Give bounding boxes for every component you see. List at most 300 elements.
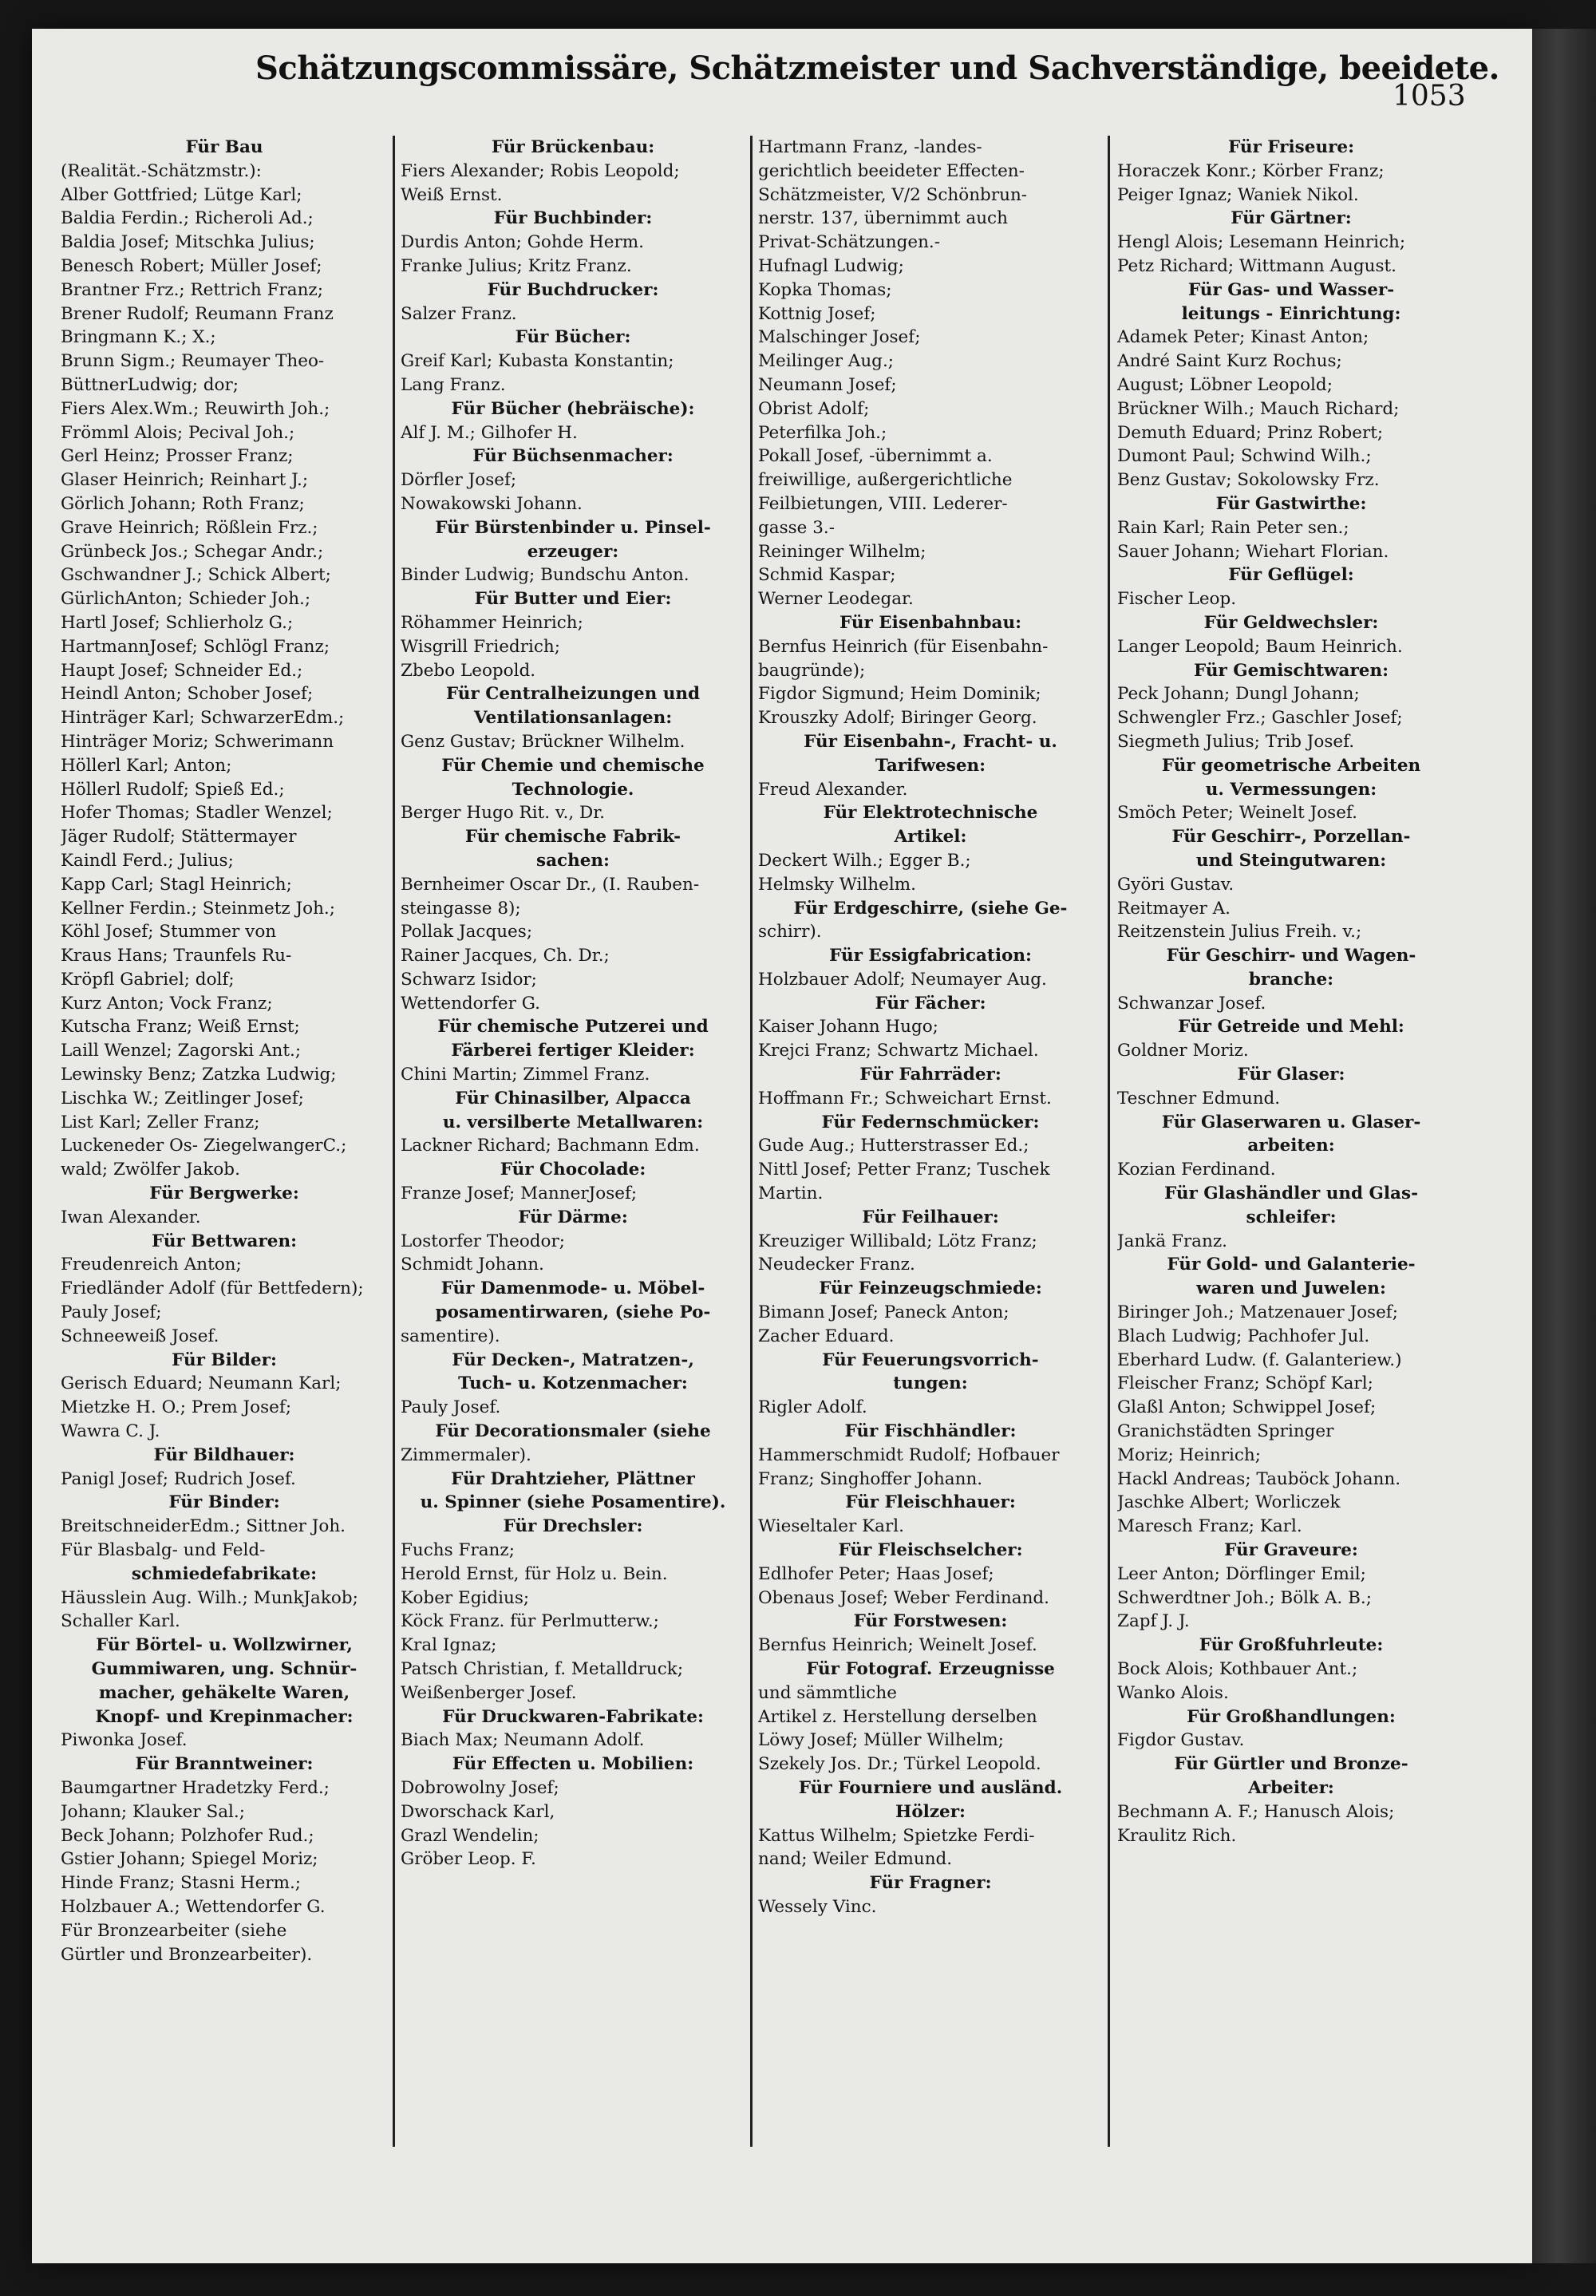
category-heading: Für Decken-, Matratzen-,	[452, 1350, 694, 1370]
entry-line: Zacher Eduard.	[758, 1326, 895, 1346]
category-heading: Für Buchbinder:	[493, 208, 653, 229]
column-3	[758, 136, 1103, 2147]
entry-line: Deckert Wilh.; Egger B.;	[758, 850, 971, 871]
entry-line: Lewinsky Benz; Zatzka Ludwig;	[61, 1065, 337, 1085]
entry-line: BüttnerLudwig; dor;	[61, 374, 239, 395]
category-heading: waren und Juwelen:	[1196, 1278, 1386, 1299]
entry-line: Fleischer Franz; Schöpf Karl;	[1117, 1373, 1373, 1394]
entry-line: baugründe);	[758, 660, 866, 681]
entry-line: Pauly Josef;	[61, 1302, 162, 1323]
entry-line: Lischka W.; Zeitlinger Josef;	[61, 1088, 304, 1108]
entry-line: Pokall Josef, -übernimmt a.	[758, 446, 993, 467]
entry-line: Nittl Josef; Petter Franz; Tuschek	[758, 1160, 1050, 1180]
entry-line: Hartl Josef; Schlierholz G.;	[61, 612, 294, 633]
category-heading: Für Chocolade:	[500, 1160, 646, 1180]
entry-line: Lackner Richard; Bachmann Edm.	[401, 1136, 700, 1156]
entry-line: Kozian Ferdinand.	[1117, 1160, 1276, 1180]
entry-line: Rigler Adolf.	[758, 1397, 867, 1418]
entry-line: Figdor Gustav.	[1117, 1730, 1245, 1751]
category-heading: Für Fleischselcher:	[838, 1540, 1023, 1561]
entry-line: Laill Wenzel; Zagorski Ant.;	[61, 1041, 302, 1061]
category-heading: Für Essigfabrication:	[829, 946, 1032, 966]
entry-line: Kröpfl Gabriel; dolf;	[61, 969, 235, 990]
entry-line: Dworschack Karl,	[401, 1801, 555, 1822]
entry-line: Iwan Alexander.	[61, 1207, 201, 1227]
entry-line: Brückner Wilh.; Mauch Richard;	[1117, 398, 1400, 419]
category-heading: arbeiten:	[1247, 1136, 1335, 1156]
entry-line: Krejci Franz; Schwartz Michael.	[758, 1041, 1039, 1061]
entry-line: Nowakowski Johann.	[401, 493, 583, 514]
entry-line: Peiger Ignaz; Waniek Nikol.	[1117, 184, 1359, 205]
entry-line: GürlichAnton; Schieder Joh.;	[61, 589, 311, 610]
entry-line: Kraus Hans; Traunfels Ru-	[61, 946, 292, 966]
category-heading: Für Eisenbahnbau:	[839, 612, 1022, 633]
entry-line: Meilinger Aug.;	[758, 351, 895, 372]
column-1	[61, 136, 388, 2147]
category-heading: Für Geschirr- und Wagen-	[1166, 946, 1416, 966]
entry-line: Weiß Ernst.	[401, 184, 503, 205]
entry-line: Lang Franz.	[401, 374, 506, 395]
entry-line: Haupt Josef; Schneider Ed.;	[61, 660, 303, 681]
entry-line: Schmidt Johann.	[401, 1255, 544, 1275]
entry-line: Holzbauer Adolf; Neumayer Aug.	[758, 969, 1047, 990]
entry-line: Peterfilka Joh.;	[758, 422, 887, 443]
column-divider	[1108, 136, 1110, 2147]
entry-line: Pollak Jacques;	[401, 922, 533, 943]
entry-line: Freud Alexander.	[758, 779, 908, 800]
entry-line: Kopka Thomas;	[758, 279, 892, 300]
entry-line: Für Bronzearbeiter (siehe	[61, 1920, 287, 1941]
column-2	[401, 136, 745, 2147]
category-heading: u. Vermessungen:	[1205, 779, 1377, 800]
category-heading: Technologie.	[512, 779, 634, 800]
category-heading: Für Feilhauer:	[862, 1207, 999, 1227]
entry-line: Baumgartner Hradetzky Ferd.;	[61, 1777, 330, 1798]
entry-line: steingasse 8);	[401, 898, 521, 919]
entry-line: Köck Franz. für Perlmutterw.;	[401, 1611, 659, 1632]
entry-line: Für Blasbalg- und Feld-	[61, 1540, 266, 1561]
entry-line: Schätzmeister, V/2 Schönbrun-	[758, 184, 1028, 205]
category-heading: Gummiwaren, ung. Schnür-	[91, 1659, 358, 1679]
category-heading: Für Bilder:	[172, 1350, 277, 1370]
entry-line: Glaser Heinrich; Reinhart J.;	[61, 470, 309, 491]
entry-line: nerstr. 137, übernimmt auch	[758, 208, 1008, 229]
entry-line: Zbebo Leopold.	[401, 660, 536, 681]
entry-line: Helmsky Wilhelm.	[758, 874, 916, 895]
entry-line: Fiers Alexander; Robis Leopold;	[401, 160, 680, 181]
entry-line: Reitmayer A.	[1117, 898, 1231, 919]
entry-line: Grazl Wendelin;	[401, 1825, 539, 1846]
entry-line: Gürtler und Bronzearbeiter).	[61, 1944, 313, 1965]
category-heading: Für Binder:	[168, 1492, 280, 1513]
category-heading: Ventilationsanlagen:	[473, 708, 673, 729]
entry-line: Hackl Andreas; Tauböck Johann.	[1117, 1468, 1401, 1489]
entry-line: Biringer Joh.; Matzenauer Josef;	[1117, 1302, 1398, 1323]
entry-line: Höllerl Rudolf; Spieß Ed.;	[61, 779, 285, 800]
category-heading: Für Erdgeschirre, (siehe Ge-	[793, 898, 1068, 919]
entry-line: Löwy Josef; Müller Wilhelm;	[758, 1730, 1004, 1751]
entry-line: Siegmeth Julius; Trib Josef.	[1117, 731, 1355, 752]
category-heading: Für Feinzeugschmiede:	[819, 1278, 1042, 1299]
category-heading: erzeuger:	[527, 541, 619, 562]
category-heading: u. versilberte Metallwaren:	[442, 1112, 704, 1132]
category-heading: branche:	[1248, 969, 1334, 990]
category-heading: Für Fleischhauer:	[845, 1492, 1016, 1513]
entry-line: Neudecker Franz.	[758, 1255, 915, 1275]
entry-line: Goldner Moriz.	[1117, 1041, 1249, 1061]
entry-line: Gude Aug.; Hutterstrasser Ed.;	[758, 1136, 1029, 1156]
entry-line: nand; Weiler Edmund.	[758, 1849, 953, 1870]
entry-line: Mietzke H. O.; Prem Josef;	[61, 1397, 292, 1418]
entry-line: Reitzenstein Julius Freih. v.;	[1117, 922, 1362, 943]
entry-line: Alf J. M.; Gilhofer H.	[401, 422, 578, 443]
entry-line: Binder Ludwig; Bundschu Anton.	[401, 565, 689, 586]
category-heading: Für Großhandlungen:	[1187, 1706, 1396, 1727]
category-heading: und Steingutwaren:	[1195, 850, 1387, 871]
entry-line: Edlhofer Peter; Haas Josef;	[758, 1563, 994, 1584]
category-heading: Für Geldwechsler:	[1203, 612, 1379, 633]
entry-line: Dumont Paul; Schwind Wilh.;	[1117, 446, 1372, 467]
category-heading: Für Bergwerke:	[149, 1184, 299, 1204]
entry-line: Zapf J. J.	[1117, 1611, 1190, 1632]
entry-line: Kober Egidius;	[401, 1587, 530, 1608]
entry-line: Weißenberger Josef.	[401, 1682, 577, 1703]
entry-line: Bernfus Heinrich (für Eisenbahn-	[758, 636, 1049, 657]
entry-line: Grave Heinrich; Rößlein Frz.;	[61, 517, 318, 538]
entry-line: Blach Ludwig; Pachhofer Jul.	[1117, 1326, 1370, 1346]
entry-line: Kaindl Ferd.; Julius;	[61, 850, 234, 871]
entry-line: Bechmann A. F.; Hanusch Alois;	[1117, 1801, 1395, 1822]
column-4	[1117, 136, 1465, 2147]
entry-line: BreitschneiderEdm.; Sittner Joh.	[61, 1516, 346, 1537]
entry-line: Györi Gustav.	[1117, 874, 1235, 895]
entry-line: Görlich Johann; Roth Franz;	[61, 493, 305, 514]
entry-line: Patsch Christian, f. Metalldruck;	[401, 1659, 684, 1679]
entry-line: Gerisch Eduard; Neumann Karl;	[61, 1373, 342, 1394]
entry-line: Schneeweiß Josef.	[61, 1326, 219, 1346]
category-heading: Für Decorationsmaler (siehe	[435, 1421, 711, 1442]
category-heading: Für Glaser:	[1237, 1065, 1345, 1085]
entry-line: Rain Karl; Rain Peter sen.;	[1117, 517, 1349, 538]
entry-line: Biach Max; Neumann Adolf.	[401, 1730, 645, 1751]
category-heading: Für Federnschmücker:	[821, 1112, 1040, 1132]
category-heading: Für Elektrotechnische	[823, 803, 1038, 824]
entry-line: Greif Karl; Kubasta Konstantin;	[401, 351, 674, 372]
entry-line: List Karl; Zeller Franz;	[61, 1112, 260, 1132]
category-heading: Färberei fertiger Kleider:	[451, 1041, 695, 1061]
entry-line: Hinträger Moriz; Schwerimann	[61, 731, 334, 752]
category-heading: Für Getreide und Mehl:	[1178, 1017, 1404, 1037]
category-heading: Für Fächer:	[875, 993, 986, 1014]
entry-line: Kaiser Johann Hugo;	[758, 1017, 938, 1037]
entry-line: Franze Josef; MannerJosef;	[401, 1184, 638, 1204]
entry-line: Kral Ignaz;	[401, 1635, 497, 1656]
category-heading: macher, gehäkelte Waren,	[98, 1682, 350, 1703]
entry-line: Friedländer Adolf (für Bettfedern);	[61, 1278, 364, 1299]
entry-line: Frömml Alois; Pecival Joh.;	[61, 422, 295, 443]
entry-line: Adamek Peter; Kinast Anton;	[1117, 327, 1369, 348]
entry-line: Brunn Sigm.; Reumayer Theo-	[61, 351, 325, 372]
entry-line: Wanko Alois.	[1117, 1682, 1229, 1703]
category-heading: Für Fischhändler:	[844, 1421, 1017, 1442]
entry-line: Obenaus Josef; Weber Ferdinand.	[758, 1587, 1050, 1608]
entry-line: Bimann Josef; Paneck Anton;	[758, 1302, 1009, 1323]
category-heading: Für geometrische Arbeiten	[1161, 755, 1421, 776]
entry-line: Wettendorfer G.	[401, 993, 540, 1014]
entry-line: André Saint Kurz Rochus;	[1117, 351, 1342, 372]
category-heading: Für Bau	[185, 137, 263, 157]
category-heading: Für Fourniere und ausländ.	[798, 1777, 1063, 1798]
page-header: Schätzungscommissäre, Schätzmeister und Sachverständige, beeidete.	[255, 49, 1499, 87]
entry-line: Kapp Carl; Stagl Heinrich;	[61, 874, 292, 895]
category-heading: Für Gemischtwaren:	[1193, 660, 1389, 681]
entry-line: Kreuziger Willibald; Lötz Franz;	[758, 1231, 1037, 1251]
entry-line: August; Löbner Leopold;	[1117, 374, 1333, 395]
entry-line: Schaller Karl.	[61, 1611, 180, 1632]
entry-line: Heindl Anton; Schober Josef;	[61, 684, 314, 705]
entry-line: Luckeneder Os- ZiegelwangerC.;	[61, 1136, 347, 1156]
category-heading: Für Chemie und chemische	[441, 755, 705, 776]
entry-line: Hinträger Karl; SchwarzerEdm.;	[61, 708, 345, 729]
category-heading: leitungs - Einrichtung:	[1181, 303, 1401, 324]
entry-line: Franke Julius; Kritz Franz.	[401, 255, 632, 276]
category-heading: Für Gastwirthe:	[1215, 493, 1367, 514]
category-heading: Für Bettwaren:	[151, 1231, 298, 1251]
category-heading: Für Bücher:	[515, 327, 631, 348]
entry-line: Grünbeck Jos.; Schegar Andr.;	[61, 541, 324, 562]
category-heading: Für Effecten u. Mobilien:	[452, 1754, 694, 1775]
category-heading: Für Butter und Eier:	[474, 589, 672, 610]
entry-line: Kellner Ferdin.; Steinmetz Joh.;	[61, 898, 335, 919]
entry-line: und sämmtliche	[758, 1682, 897, 1703]
entry-line: wald; Zwölfer Jakob.	[61, 1160, 240, 1180]
entry-line: Werner Leodegar.	[758, 589, 914, 610]
entry-line: Salzer Franz.	[401, 303, 517, 324]
entry-line: Häusslein Aug. Wilh.; MunkJakob;	[61, 1587, 358, 1608]
entry-line: schirr).	[758, 922, 822, 943]
category-heading: Hölzer:	[895, 1801, 966, 1822]
entry-line: Hammerschmidt Rudolf; Hofbauer	[758, 1444, 1060, 1465]
entry-line: HartmannJosef; Schlögl Franz;	[61, 636, 330, 657]
entry-line: Alber Gottfried; Lütge Karl;	[61, 184, 302, 205]
entry-line: Pauly Josef.	[401, 1397, 501, 1418]
entry-line: Hinde Franz; Stasni Herm.;	[61, 1873, 302, 1894]
entry-line: Chini Martin; Zimmel Franz.	[401, 1065, 650, 1085]
entry-line: Johann; Klauker Sal.;	[61, 1801, 245, 1822]
category-heading: Tarifwesen:	[875, 755, 986, 776]
entry-line: Wawra C. J.	[61, 1421, 160, 1442]
category-heading: Für Fragner:	[869, 1873, 992, 1894]
category-heading: Für Geschirr-, Porzellan-	[1171, 827, 1411, 848]
entry-line: Dörfler Josef;	[401, 470, 517, 491]
book-spine	[1532, 29, 1596, 2263]
entry-line: Petz Richard; Wittmann August.	[1117, 255, 1397, 276]
entry-line: Fischer Leop.	[1117, 589, 1237, 610]
entry-line: gasse 3.-	[758, 517, 835, 538]
entry-line: Teschner Edmund.	[1117, 1088, 1281, 1108]
category-heading: Tuch- u. Kotzenmacher:	[458, 1373, 688, 1394]
category-heading: Für Glashändler und Glas-	[1163, 1184, 1419, 1204]
entry-line: Baldia Josef; Mitschka Julius;	[61, 232, 315, 253]
entry-line: Bernheimer Oscar Dr., (I. Rauben-	[401, 874, 700, 895]
entry-line: Jaschke Albert; Worliczek	[1117, 1492, 1341, 1513]
entry-line: Gstier Johann; Spiegel Moriz;	[61, 1849, 318, 1870]
category-heading: Für Bildhauer:	[153, 1444, 295, 1465]
category-heading: Für Druckwaren-Fabrikate:	[442, 1706, 704, 1727]
category-heading: Für chemische Putzerei und	[437, 1017, 709, 1037]
entry-line: Glaßl Anton; Schwippel Josef;	[1117, 1397, 1377, 1418]
entry-line: Hengl Alois; Lesemann Heinrich;	[1117, 232, 1406, 253]
entry-line: Holzbauer A.; Wettendorfer G.	[61, 1896, 326, 1917]
category-heading: Für Eisenbahn-, Fracht- u.	[804, 731, 1057, 752]
category-heading: Für Centralheizungen und	[445, 684, 701, 705]
entry-line: samentire).	[401, 1326, 500, 1346]
category-heading: Für Buchdrucker:	[487, 279, 659, 300]
entry-line: Herold Ernst, für Holz u. Bein.	[401, 1563, 668, 1584]
category-heading: Für Drechsler:	[503, 1516, 643, 1537]
entry-line: Gschwandner J.; Schick Albert;	[61, 565, 331, 586]
category-heading: Für Büchsenmacher:	[472, 446, 674, 467]
entry-line: (Realität.-Schätzmstr.):	[61, 160, 262, 181]
entry-line: Baldia Ferdin.; Richeroli Ad.;	[61, 208, 314, 229]
entry-line: Peck Johann; Dungl Johann;	[1117, 684, 1360, 705]
entry-line: Maresch Franz; Karl.	[1117, 1516, 1302, 1537]
entry-line: Wieseltaler Karl.	[758, 1516, 904, 1537]
entry-line: Kottnig Josef;	[758, 303, 876, 324]
category-heading: Für Drahtzieher, Plättner	[451, 1468, 695, 1489]
entry-line: Genz Gustav; Brückner Wilhelm.	[401, 731, 685, 752]
category-heading: tungen:	[893, 1373, 968, 1394]
entry-line: Lostorfer Theodor;	[401, 1231, 565, 1251]
entry-line: Obrist Adolf;	[758, 398, 870, 419]
entry-line: Kraulitz Rich.	[1117, 1825, 1237, 1846]
entry-line: Kattus Wilhelm; Spietzke Ferdi-	[758, 1825, 1035, 1846]
entry-line: Krouszky Adolf; Biringer Georg.	[758, 708, 1037, 729]
category-heading: Für Feuerungsvorrich-	[822, 1350, 1039, 1370]
entry-line: Höllerl Karl; Anton;	[61, 755, 232, 776]
entry-line: Bringmann K.; X.;	[61, 327, 216, 348]
entry-line: Brener Rudolf; Reumann Franz	[61, 303, 334, 324]
entry-line: Reininger Wilhelm;	[758, 541, 926, 562]
entry-line: Brantner Frz.; Rettrich Franz;	[61, 279, 323, 300]
category-heading: schleifer:	[1246, 1207, 1337, 1227]
category-heading: Für Därme:	[518, 1207, 628, 1227]
entry-line: Schwengler Frz.; Gaschler Josef;	[1117, 708, 1403, 729]
category-heading: Für Friseure:	[1227, 137, 1355, 157]
category-heading: Für Branntweiner:	[135, 1754, 314, 1775]
entry-line: Eberhard Ludw. (f. Galanteriew.)	[1117, 1350, 1402, 1370]
entry-line: Neumann Josef;	[758, 374, 897, 395]
category-heading: Für Forstwesen:	[853, 1611, 1008, 1632]
entry-line: Panigl Josef; Rudrich Josef.	[61, 1468, 296, 1489]
entry-line: Hofer Thomas; Stadler Wenzel;	[61, 803, 333, 824]
entry-line: Hoffmann Fr.; Schweichart Ernst.	[758, 1088, 1052, 1108]
entry-line: Artikel z. Herstellung derselben	[758, 1706, 1037, 1727]
entry-line: Zimmermaler).	[401, 1444, 531, 1465]
entry-line: Szekely Jos. Dr.; Türkel Leopold.	[758, 1754, 1041, 1775]
entry-line: Schwerdtner Joh.; Bölk A. B.;	[1117, 1587, 1372, 1608]
category-heading: Für Geflügel:	[1228, 565, 1354, 586]
entry-line: Horaczek Konr.; Körber Franz;	[1117, 160, 1385, 181]
category-heading: schmiedefabrikate:	[131, 1563, 318, 1584]
column-divider	[393, 136, 395, 2147]
entry-line: Benz Gustav; Sokolowsky Frz.	[1117, 470, 1380, 491]
category-heading: Für Bürstenbinder u. Pinsel-	[435, 517, 711, 538]
entry-line: Berger Hugo Rit. v., Dr.	[401, 803, 605, 824]
entry-line: Fuchs Franz;	[401, 1540, 515, 1561]
category-heading: Für Börtel- u. Wollzwirner,	[96, 1635, 353, 1656]
entry-line: Bernfus Heinrich; Weinelt Josef.	[758, 1635, 1037, 1656]
category-heading: Artikel:	[894, 827, 967, 848]
entry-line: Benesch Robert; Müller Josef;	[61, 255, 322, 276]
entry-line: Hartmann Franz, -landes-	[758, 137, 982, 157]
category-heading: Für chemische Fabrik-	[464, 827, 681, 848]
entry-line: Beck Johann; Polzhofer Rud.;	[61, 1825, 314, 1846]
entry-line: Privat-Schätzungen.-	[758, 232, 941, 253]
column-divider	[750, 136, 753, 2147]
category-heading: sachen:	[535, 850, 610, 871]
category-heading: Für Fotograf. Erzeugnisse	[806, 1659, 1055, 1679]
entry-line: Rainer Jacques, Ch. Dr.;	[401, 946, 610, 966]
entry-line: Schwanzar Josef.	[1117, 993, 1266, 1014]
category-heading: Arbeiter:	[1248, 1777, 1334, 1798]
entry-line: Köhl Josef; Stummer von	[61, 922, 277, 943]
entry-line: Moriz; Heinrich;	[1117, 1444, 1261, 1465]
entry-line: Martin.	[758, 1184, 824, 1204]
entry-line: Gröber Leop. F.	[401, 1849, 536, 1870]
category-heading: Für Glaserwaren u. Glaser-	[1161, 1112, 1421, 1132]
entry-line: Figdor Sigmund; Heim Dominik;	[758, 684, 1041, 705]
entry-line: Bock Alois; Kothbauer Ant.;	[1117, 1659, 1358, 1679]
category-heading: Für Graveure:	[1224, 1540, 1358, 1561]
category-heading: Für Fahrräder:	[859, 1065, 1001, 1085]
category-heading: u. Spinner (siehe Posamentire).	[420, 1492, 726, 1513]
entry-line: Jankä Franz.	[1117, 1231, 1227, 1251]
entry-line: Hufnagl Ludwig;	[758, 255, 904, 276]
entry-line: Schmid Kaspar;	[758, 565, 896, 586]
entry-line: freiwillige, außergerichtliche	[758, 470, 1013, 491]
entry-line: Sauer Johann; Wiehart Florian.	[1117, 541, 1389, 562]
category-heading: Für Gold- und Galanterie-	[1167, 1255, 1416, 1275]
entry-line: Röhammer Heinrich;	[401, 612, 583, 633]
category-heading: Für Damenmode- u. Möbel-	[440, 1278, 705, 1299]
category-heading: Für Bücher (hebräische):	[451, 398, 695, 419]
entry-line: Malschinger Josef;	[758, 327, 921, 348]
entry-line: Demuth Eduard; Prinz Robert;	[1117, 422, 1384, 443]
entry-line: Smöch Peter; Weinelt Josef.	[1117, 803, 1357, 824]
entry-line: Langer Leopold; Baum Heinrich.	[1117, 636, 1403, 657]
entry-line: Schwarz Isidor;	[401, 969, 537, 990]
category-heading: Für Großfuhrleute:	[1199, 1635, 1384, 1656]
entry-line: Dobrowolny Josef;	[401, 1777, 559, 1798]
category-heading: Für Gas- und Wasser-	[1187, 279, 1395, 300]
category-heading: posamentirwaren, (siehe Po-	[435, 1302, 711, 1323]
entry-line: Gerl Heinz; Prosser Franz;	[61, 446, 294, 467]
entry-line: Kurz Anton; Vock Franz;	[61, 993, 273, 1014]
entry-line: Jäger Rudolf; Stättermayer	[61, 827, 297, 848]
category-heading: Für Chinasilber, Alpacca	[455, 1088, 691, 1108]
entry-line: Piwonka Josef.	[61, 1730, 188, 1751]
category-heading: Für Gärtner:	[1231, 208, 1352, 229]
entry-line: Leer Anton; Dörflinger Emil;	[1117, 1563, 1366, 1584]
page-number: 1053	[1393, 80, 1466, 113]
entry-line: Feilbietungen, VIII. Lederer-	[758, 493, 1008, 514]
entry-line: Wessely Vinc.	[758, 1896, 877, 1917]
entry-line: gerichtlich beeideter Effecten-	[758, 160, 1025, 181]
entry-line: Franz; Singhoffer Johann.	[758, 1468, 983, 1489]
category-heading: Für Gürtler und Bronze-	[1174, 1754, 1408, 1775]
entry-line: Kutscha Franz; Weiß Ernst;	[61, 1017, 300, 1037]
